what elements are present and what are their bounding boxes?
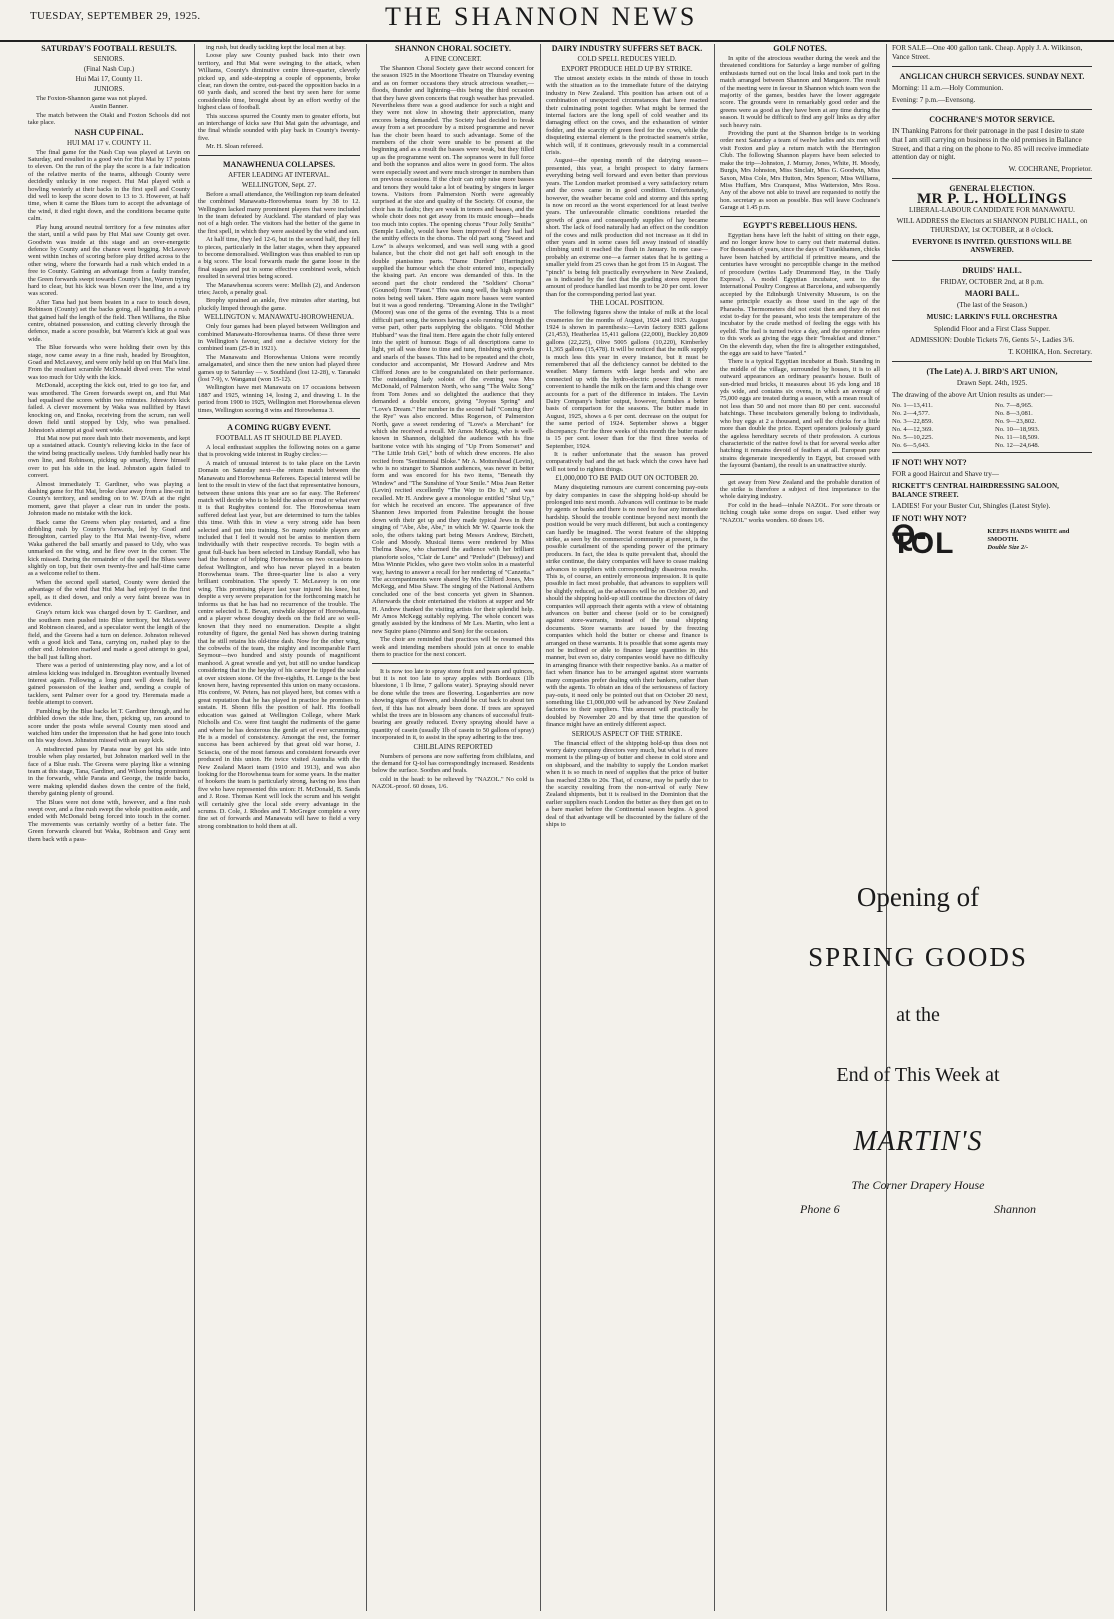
paragraph: A local enthusiast supplies the following notes on a game that is provoking wide interest in Rugby circles:—: [198, 444, 360, 459]
ad-line: EVERYONE IS INVITED. QUESTIONS WILL BE ANSWERED.: [912, 237, 1072, 255]
paragraph: The Manawatu and Horowhenua Unions were recently amalgamated, and since then the new union had played three games up to Saturday — v. Southland (lost 12-28), v. Taranaki (lost 7-9), v. Wanganui (won 15-12).: [198, 353, 360, 384]
paragraph: Providing the punt at the Shannon bridge is in working order next Saturday a team of twelve ladies and six men will visit Foxton and play a return match with the Herrington Club. The following Shannon players have been selected to make the trip—Johnston, J. Murray, Jones, White, H. Moody, Burgis, Mrs Johnston, Miss Sinclair, Miss G. Goodwin, Miss Saxon, Miss Cole, Mrs Hutton, Mrs Spencer, Miss Williams, Miss Huffam, Mrs Cranquest, Miss Watterston, Mrs Ross. Any of the above not able to travel are requested to notify the hon. secretary as soon as possible. Bus will leave Cochrane's Garage at 1.45 p.m.: [720, 130, 880, 212]
paragraph: The final game for the Nash Cup was played at Levin on Saturday, and resulted in a good win for Hui Mai by 17 points to eleven. On the run of the play the score is a fair indication of the relative merits of the teams, although County were decidedly unlucky in one respect. Hui Mai played with a howling westerly at their backs in the first spell and County did well to keep the score down to 13 to 3. However, at half time, when it came the Blues turn to accept the advantage of the wind, it died right down, and the conditions became quite calm.: [28, 148, 190, 223]
column-divider: [540, 44, 541, 1611]
ad-line: The drawing of the above Art Union results as under:—: [892, 390, 1053, 399]
result-item: No. 1—13,411.: [892, 402, 933, 410]
ad-line: Evening: 7 p.m.—Evensong.: [892, 95, 976, 104]
paragraph: The Blues were not done with, however, and a fine rush swept over, and a fine rush swept the whole position aside, and ended with McDonald being forced into touch in the corner. The movements was certainly worthy of a better fate. The Green forwards cleared but Waka, Robinson and Gray sent them back with a pass-: [28, 798, 190, 843]
ad-line: LIBERAL-LABOUR CANDIDATE FOR MANAWATU.: [909, 205, 1075, 214]
qtol-price: Double Size 2/-: [987, 543, 1029, 551]
ad-line: FRIDAY, OCTOBER 2nd, at 8 p.m.: [940, 277, 1044, 286]
paragraph: cold in the head: to be relieved by "NAZOL." No cold is NAZOL-proof. 60 doses, 1/6.: [372, 775, 534, 791]
result-item: No. 5—10,225.: [892, 434, 934, 442]
paragraph: Many disquieting rumours are current concerning pay-outs by dairy companies in case the shipping hold-up should be prolonged into next month. Advances will continue to be made by agents or banks and there is no need to fear any immediate hardship. Should the trouble continue beyond next month the position would be very much different, but such a contingency can hardly be imagined. The worst feature of the shipping strike, as seen by the commercial community at present, is the possible curtailment of the spending power of the primary producers. In fact, the idea is quite prevalent that, should the strike continue, the dairy companies will have to cease making advances to suppliers with correspondingly disastrous results. This is, of course, an entirely erroneous impression. It is quite possible in fact most probable, that advances to suppliers will be slightly reduced, as the advances will be on October 20, and should the shipping hold-up still continue the directors of dairy companies will approach their agents with a view of obtaining advances on butter and cheese (sold or to be consigned) against store-warrants, instead of the usual shipping documents. Store warrants are issued by the freezing companies which hold the butter or cheese and finance is arranged on these warrants. It is possible that some agents may not be inclined or able to finance large quantities in this manner, but even so, dairy companies would have no difficulty in arranging finance with their respective banks. As a matter of fact when finance has to be arranged against store warrants many companies prefer dealing with their bankers, rather than with the agents. To obtain an idea of the seriousness of factory pay-outs, it need only be pointed out that on October 20 next, something like £1,000,000 will be advanced by New Zealand factories to their suppliers. This amount will practically be doubled by November 20 and by that time the question of finance might have an entirely different aspect.: [546, 484, 708, 729]
subheading: A FINE CONCERT.: [424, 55, 482, 63]
subheading: COLD SPELL REDUCES YIELD.: [577, 55, 677, 63]
headline: EGYPT'S REBELLIOUS HENS.: [742, 220, 858, 230]
paragraph: Gray's return kick was charged down by T. Gardiner, and the southern men pushed into Blue territory, but McLeavey and Robinson cleared, and a speculator went the length of the field, and the Greens had a turn on defence. Johnston relieved with a good kick and Tana, carrying on, rushed play to the other end. Johnston marked and made a good attempt to goal, the ball just falling short.: [28, 609, 190, 661]
paragraph: There was a period of uninteresting play now, and a lot of aimless kicking was indulged in. Broughton eventually livened interest again. Following a long punt well down field, he gained possession of the leather and, sending a couple of tacklers, sent Palmer over for a good try. Heremaia made a feeble attempt to convert.: [28, 662, 190, 707]
ad-signature: W. COCHRANE, Proprietor.: [1008, 164, 1092, 173]
headline: SATURDAY'S FOOTBALL RESULTS.: [41, 44, 177, 53]
paragraph: Only four games had been played between Wellington and combined Manawatu-Horowhenua teams. Of these three were in Wellington's favour, and one a decisive victory for the combined team (25-8 in 1921).: [198, 323, 360, 353]
ad-line: Drawn Sept. 24th, 1925.: [956, 379, 1028, 388]
ad-art-union: [892, 361, 1092, 453]
store-name: MARTIN'S: [853, 1126, 983, 1157]
ad-line: LADIES! For your Buster Cut, Shingles (Latest Style).: [892, 502, 1051, 511]
paragraph: After Tana had just been beaten in a race to touch down, Robinson (County) set the backs going, all handling in a rush that gained half the length of the field. Then Williams, the Blue centre, obtained possession, and cutting cleverly through the defence, made a score possible, but Warren's kick at goal was wide.: [28, 298, 190, 343]
subheading: £1,000,000 TO BE PAID OUT ON OCTOBER 20.: [555, 474, 699, 483]
subheading: Austin Banner.: [89, 103, 129, 111]
ad-cochrane-body: IN Thanking Patrons for their patronage in the past I desire to state that I am still carrying on business in the old premises in Ballance Street, and that a ring on the phone to No. 85 will receive immediate attention day or night.: [892, 127, 1089, 162]
column-advertisements: [892, 44, 1092, 859]
ad-spring-goods: [740, 868, 1096, 1568]
ad-qtol: [892, 519, 1092, 560]
subheading: AFTER LEADING AT INTERVAL.: [228, 170, 330, 179]
subheading: SERIOUS ASPECT OF THE STRIKE.: [571, 729, 683, 738]
column-divider: [194, 44, 195, 1611]
result-item: No. 4—12,369.: [892, 426, 934, 434]
subheading: (Final Nash Cup.): [83, 65, 135, 73]
paragraph: Play hung around neutral territory for a few minutes after the start, until a wild pass by Hui Mai saw County get over. Goodwin was inside at this stage and an over-energetic defence by County and the chance went begging. McLeavey went within inches of scoring before play drifted across to the other wing, where the forwards had a rush which ended in a free to County. Gaining an advantage from a faulty transfer, the Green forwards swept towards County's line, Warren trying hard to clear, but his kick was blown over the line, and a try was scored.: [28, 223, 190, 298]
paragraph: In spite of the atrocious weather during the week and the threatened conditions for Saturday a large number of golfing enthusiasts turned out on the local links and took part in the match arranged between Shannon and Mangaore. The result of the meeting were in favour in Shannon which team won the majority of the games, besides have the lower aggregate score. The grounds were in remarkably good order and the greens were as good as they have been at any time during the season. It would be difficult to find any golf links as dry after such heavy rain.: [720, 55, 880, 129]
ad-line: FOR a good Haircut and Shave try—: [892, 470, 999, 479]
column-divider: [714, 44, 715, 1611]
paragraph: Almost immediately T. Gardiner, who was playing a dashing game for Hui Mai, broke clear away from a line-out in County's territory, and sending on to W. D'Ath at the right moment, gave that player a clear run in under the posts. Johnston made no mistake with the kick.: [28, 480, 190, 518]
paragraph: Fumbling by the Blue backs let T. Gardiner through, and he dribbled down the side line, then, picking up, ran around to score under the posts while several County men stood and watched him under the impression that he had gone into touch on his way down. Johnston missed with an easy kick.: [28, 707, 190, 745]
subheading: WELLINGTON v. MANAWATU-HOROWHENUA.: [204, 313, 354, 322]
ad-general-election: [892, 178, 1092, 260]
ad-line: End of This Week at: [836, 1064, 1000, 1086]
art-union-results: [892, 402, 1092, 450]
result-item: No. 9—23,802.: [995, 418, 1037, 426]
paragraph: When the second spell started, County were denied the advantage of the wind that Hui Mai had enjoyed in the first spell, as it died down, and only a very faint breeze was in evidence.: [28, 578, 190, 608]
qtol-slogan: KEEPS HANDS WHITE and SMOOTH.: [987, 527, 1070, 543]
column-dairy-industry: [546, 44, 708, 1611]
ad-line: Splendid Floor and a First Class Supper.: [934, 324, 1050, 333]
dateline: WELLINGTON, Sept. 27.: [241, 180, 317, 189]
ad-heading: IF NOT! WHY NOT?: [892, 458, 967, 468]
subheading: HUI MAI 17 v. COUNTY 11.: [67, 138, 151, 147]
paragraph: A match of unusual interest is to take place on the Levin Domain on Saturday next—the return match between the Manawatu and Horowhenua Referees. Especial interest will be lent to the result in view of the fact that representative honours, between these unions this year are so far easy. The Referees' match will decide who is to hold the ashes or mud or what ever it is that Rugbyites contend for. The Horowhenua team suffered defeat last year, but are determined to turn the tables this time. With this in view a very strong side has been selected and put into training. So many notable players are included that I feel it would not be amiss to mention them individually with their respective records. To begin with a great full-back has been selected in Lindsay Randall, who has had the honour of helping Horowhenua on two occasions to defeat Wellington, and who has never played in a beaten Horowhenua team. The three-quarter line is also a very brilliant combination. The speedy T. McLeavey is on one wing. This promising player last year injured his knee, but despite a very severe preparation for the forthcoming match he informs us that he has had no recurrence of the trouble. The centre selected is E. Bevan, erstwhile skipper of Horowhenua, and a player whose doughty deeds on the field are so well-known that they need no enumeration. Despite a slight rotundity of figure, the genial Ned has shown during training that he still retains his old-time dash. Now for the other wing, the cobwebs of the team, the mighty and incomparable Farri Seymour—two hundred and sixty pounds of magnificent manhood. A great wrestle and yet, but still no undue handicap considering that in the heyday of his career he tipped the scale at over sixteen stone. Of the five-eighths, H. Lenge is the best known here, having represented this union on many occasions. His confrere, W. Peters, has not played here, but comes with a great reputation that he has played in practice he promises to sustain. H. Shonn fills the position of half. His football education was gained at Wellington College, where Mark Nicholls and Co. were first taught the rudiments of the game and where he has dexterous the gentle art of ever scrumming. He is a model of consistency. Amongst the rest, the former success has been achieved by that great old war horse, J. Sciascia, one of the most famous and consistent forwards ever produced in this union. He twice visited Australia with the New Zealand Maori team (1910 and 1913), and was also looking for the Horowhenua team for some years. In the matter of hookers the team is particularly strong, having no less than five who have represented this union: H. McDonald, B. Sands and J. Rose. Thomas Kent will lock the scrum and his weight will certainly give the local side every advantage in the scrums. D. Cole, J. Rhodes and T. McGregor complete a very fine set of forwards and Manawatu will have to field a very strong combination to hold them at all.: [198, 459, 360, 830]
ad-line: WILL ADDRESS the Electors at SHANNON PUBLIC HALL, on THURSDAY, 1st OCTOBER, at 8 o'clock.: [896, 217, 1088, 234]
result-item: No. 3—22,859.: [892, 418, 934, 426]
headline: GOLF NOTES.: [773, 44, 827, 53]
divider: [198, 155, 360, 156]
paragraph: The following figures show the intake of milk at the local creameries for the months of August, 1924 and 1925. August 1924 is shown in parenthesis:—Levin factory 8383 gallons (21,453), Heatherlea 15,411 gallons (22,000), Buckley 20,809 gallons (22,225), Olive 5005 gallons (10,220), Kimberley 11,365 gallons (15,478). It will be noticed that the milk supply is much less this year in every instance, but it must be remembered that all the deficiency cannot be debited to the weather. Many farmers with large herds and who are connected up with the hydro-electric power find it more convenient to handle the milk on the farm and this change over accounts for a part of the difference in intakes. The Levin Dairy Company's butter output, however, furnishes a better basis of comparison for the seasons. The butter made in August, 1925, shows a 6 per cent. decrease on the output for the same period of 1924. September shows a bigger discrepancy. For the three weeks of this month the butter made is 15 per cent. lower than for the first three weeks of September, 1924.: [546, 309, 708, 450]
headline: NASH CUP FINAL.: [74, 127, 144, 137]
ad-line: (The last of the Season.): [956, 301, 1028, 310]
subheading: JUNIORS.: [93, 85, 125, 93]
ad-heading: MAORI BALL.: [964, 289, 1020, 299]
paragraph: Hui Mai now put more dash into their movements, and kept up a sustained attack. County's relieving kicks in the face of the wind being practically useless. Udy fumbled badly near his own line, and Robinson, picking up smartly, threw himself over to put his side in the lead. Johnston again failed to convert.: [28, 435, 190, 480]
column-choral-society: [372, 44, 534, 1611]
paragraph: Wellington have met Manawatu on 17 occasions between 1887 and 1925, winning 14, losing 2, and drawing 1. In the period from 1900 to 1925, Wellington met Horowhenua eleven times, Wellington scoring 8 wins and Horowhenua 3.: [198, 384, 360, 414]
headline: A COMING RUGBY EVENT.: [227, 423, 331, 433]
ad-heading: IF NOT! WHY NOT?: [892, 513, 967, 523]
paragraph: The Foxton-Shannon game was not played.: [36, 95, 148, 102]
column-rugby: [198, 44, 360, 1611]
ad-anglican-church: [892, 66, 1092, 110]
result-item: No. 6—5,643.: [892, 442, 930, 450]
paragraph: There is a typical Egyptian incubator at Bush. Standing in the middle of the village, surrounded by houses, it is to all outward appearances an ordinary peasant's house. Built of sun-dried mud bricks, it measures about 16 yds long and 18 yds wide, and contains six ovens, in which an average of 75,000 eggs are treated during a season, with a mean result of not less than 50 and not more than 80 per cent. successful hatchings. These incubators generally belong to individuals, who buy eggs at 2 a thousand, and sell the chicks for a little more than double the price. Expert operators jealously guard the ageless hereditary secrets of their profession. A curious characteristic of the native fowl is that for several weeks after hatching it remains devoid of feathers at all. European pure strains degenerate inexpediently in Egypt, but crossed with the fayoumi (bantam), the result is an unattractive sturdy.: [720, 358, 880, 470]
ad-heading: DRUIDS' HALL.: [962, 265, 1022, 275]
masthead: [0, 0, 1114, 42]
paragraph: The Shannon Choral Society gave their second concert for the season 1925 in the Mooritone Theatre on Thursday evening and as on former occasions they struck atrocious weather,—floods, thunder and lightning—this being the third occasion that they have given concerts that rough weather has prevailed. Nevertheless there was a good audience for such a night and they were not slow in showing their appreciation, many encores being demanded. The Society had decided to break away from a set procedure by a mixed programme and never has the choir been heard to such advantage. Some of the members of the choir were unable to be present at the beginning and as a result the basses were weak, but they filled up as the programme went on. The sopranos were in full force and both the sopranos and altos were in good form. The altos were especially sweet and were much stronger in numbers than on previous occasions. If the choir can only raise more basses and tenors they would take a lot of beating by singers in larger towns. Visitors from Palmerston North were agreeably surprised at the size and quality of the Society. Of course, the choir has its faults; they are weak in tenors and basses, and the whole choir does not get away from its music enough—heads too much into copies. The opening chorus "Four Jolly Smiths" (Semple Leslie), would have been improved if they had had the smithy effects in the chorus. The old part song "Sweet and Low" is always welcomed, and was well sung with a good balance, but the choir did not get half soft enough in the double pianissimo parts. "Dame Durden" (Harrington) supplied the humour which the choir entered into, especially the kissing part. An encore was demanded of this. In the second part the choir rendered the "Soldiers' Chorus" (Gounod) from "Faust." This was sung well, the high soprano notes being well taken. Here again more basses were wanted but it was a good rendering. "Dreaming Alone in the Twilight" (Moore) was one of the gems of the evening. This is a most difficult part song, the tenors having a solo running through the verse part, other parts supplying the obligato. "Old Mother Hubbard" was the final item. Here again the choir fully entered into the spirit of humour. Bugs of all descriptions came to light, yet all was done to time and tune, finishing with growls and snarls of the basses. This had to be repeated and the choir, conductor and accompanist, Mr Howard Andrew and Mrs Clifford Jones are to be congratulated on their performance. The outstanding lady soloist of the evening was Mrs McDonald, of Palmerston North, who sang "The Waltz Song" from Tom Jones and so delighted the audience that they demanded a double encore, giving "Joyous Spring" and "Love's Dream." Her number in the second half "Coming thro' the Rye" was also encored. Miss Rogerson, of Palmerston North, gave a sweet rendering of "Love's a Merchant" for which she received a recall. Mr Amos McKegg, who is well-known in Shannon, delighted the audience with his fine baritone voice with his singing of "Up From Somerset" and "The Little Irish Girl," both of which drew encores. He also recited from "Sentimental Bloke." Mr A. Mottershead (Levin), who is no stranger to Shannon audiences, was never in better form and was encored for his two items, "Beneath thy Window" and "The Sunshine of Your Smile." Miss Jean Retter (Levin) recited excellently "The Way to Do It," and was recalled. Mr H. Andrew gave a monologue entitled "Shut Up," for which he received an encore. The appearance of five Shannon Jews imported from Palestine brought the house down with their get up and they made typical Jews in their singing of "Abe, Abe, Abe," in which Mr W. Quarrie took the solo, the others taking part being Messrs Andrew, Birchett, Cole and Moody. Musical items were rendered by Miss Thelma Shaw, who charmed the audience with her brilliant pianoforte solos, "Clair de Lune" and "Prelude" (Debussy) and Miss Winnie Pickles, who gave two violin solos in a masterful way, having to answer a recall for her rendering of "Canzetta." The accompaniments were shared by Mrs Clifford Jones, Mrs McKegg, and Miss Shaw. The singing of the National Anthem concluded one of the best concerts yet given in Shannon. Afterwards the choir entertained the visitors at supper and Mr H. Andrew thanked the visiting artists for their splendid help. Mr Amos McKegg suitably replying. The whole concert was greatly assisted by the kindness of Mr Les. Martin, who lent a new Squire piano (Nimmo and Son) for the occasion.: [372, 65, 534, 635]
result-item: No. 10—18,993.: [995, 426, 1040, 434]
ad-line: SPRING GOODS: [808, 942, 1028, 972]
ad-heading: ANGLICAN CHURCH SERVICES. SUNDAY NEXT.: [899, 72, 1085, 82]
result-item: No. 7—8,965.: [995, 402, 1033, 410]
result-item: No. 11—18,509.: [995, 434, 1040, 442]
ad-heading: (The Late) A. J. BIRD'S ART UNION,: [926, 367, 1058, 377]
paragraph: Brophy sprained an ankle, five minutes after starting, but pluckily limped through the game.: [198, 297, 360, 312]
ad-line: The Corner Drapery House: [851, 1178, 985, 1192]
subheading: Hui Mai 17, County 11.: [75, 75, 143, 83]
ad-for-sale: FOR SALE—One 400 gallon tank. Cheap. Apply J. A. Wilkinson, Vance Street.: [892, 44, 1083, 61]
result-item: No. 12—24,648.: [995, 442, 1040, 450]
paragraph: At half time, they led 12-6, but in the second half, they fell to pieces, particularly in the latter stages, when they appeared to become demoralised. Wellington was thus enabled to run up a big score. The local forwards made the game loose in the final stages and put in some effective combined work, which resulted in several tries being scored.: [198, 236, 360, 281]
paragraph: Mr. H. Sloan refereed.: [206, 143, 264, 151]
subheading: EXPORT PRODUCE HELD UP BY STRIKE.: [561, 65, 693, 73]
paragraph: For cold in the head—inhale NAZOL. For sore throats or itching cough take some drops on sugar. Used either way "NAZOL" works wonders. 60 doses 1/6.: [720, 501, 880, 524]
headline: SHANNON CHORAL SOCIETY.: [395, 44, 511, 53]
qtol-logo: Q-TOL: [892, 519, 955, 560]
paragraph: Egyptian hens have left the habit of sitting on their eggs, and no longer know how to carry out their maternal duties. For thousands of years, since the days of Tutankhamen, chicks have been hatched by artificial if primitive means, and the centuries have wrought no perceptible change in the method of procedure (writes Lady Drummond Hay, in the 'Daily Express'). A model Egyptian incubator, sent to the International Poultry Congress at Barcelona, and subsequently accepted by the Edinburgh University Museum, is on the same principle exactly as those used in the age of the Pharaohs. Thermometers did not exist then and they do not exist to-day for the peasant, who tests the temperature of the incubator by the crude method of feeling the eggs with his eyelid. The fuel is turned twice a day, and the operator refers to this work as giving the eggs their "breakfast and dinner." On the eleventh day, when the fire is altogether extinguished, the eggs are said to have "fasted.": [720, 231, 880, 358]
subheading: SENIORS.: [93, 55, 125, 63]
paragraph: Loose play saw County pushed back into their own territory, and Hui Mai were swinging to the attack, when Williams, County's diminutive centre three-quarter, cleverly picked up, and side-stepping a couple of opponents, broke clear, ran down the centre, out-paced the opposition backs in a 60 yards dash, and scored the best try seen here for some considerable time, brought about by an effort worthy of the highest class of football.: [198, 52, 360, 112]
ad-line: RICKETT'S CENTRAL HAIRDRESSING SALOON, BALANCE STREET.: [892, 482, 1059, 499]
ad-location: Shannon: [994, 1202, 1036, 1216]
divider: [198, 418, 360, 419]
column-golf-egypt: [720, 44, 880, 859]
result-item: No. 8—3,081.: [995, 410, 1033, 418]
paragraph: McDonald, accepting the kick out, tried to go too far, and was smothered. The Green forwards swept on, and Hui Mai had equalised the scores within two minutes. Johnston's kick failed. A clever movement by Waka was nullified by Hawi knocking on, and Enoka, receiving from the scrum, ran well down field until stopped by Udy, who was penalised. Johnston's attempt at goal went wide.: [28, 382, 190, 434]
divider: [372, 663, 534, 664]
paragraph: The match between the Otaki and Foxton Schools did not take place.: [28, 111, 190, 127]
paragraph: The Blue forwards who were holding their own by this stage, now came away in a fine rush, headed by Broughton, Goad and McLeavey, and were only held up on Hui Mai's line. From the resultant scramble McDonald dived over. The wind was too much for Udy with the kick.: [28, 344, 190, 381]
qtol-tagline: [987, 528, 1092, 552]
ad-heading: GENERAL ELECTION.: [949, 184, 1035, 194]
column-divider: [366, 44, 367, 1611]
paragraph: The financial effect of the shipping hold-up thus does not worry dairy company directors very much, but what is of more moment is the piling-up of butter and cheese in cold store and on shipboard, and the inability to supply the London market when it is so much in need of supplies that the price of butter has reached 238s to 20s. That, of course, may be partly due to the scarcity resulting from the non-arrival of early New Zealand shipments, but it is realised in the Dominion that the earlier suppliers reach London the better as they then get on to a bare market before the Continental season begins. A good deal of that advantage will be discounted by the failure of the ships to: [546, 739, 708, 828]
paragraph: A misdirected pass by Parata near by got his side into trouble when play restarted, but Johnston marked well in the face of a Blue rush. The Greens were playing like a winning team at this stage, Tana, Gardiner, and Wilson being prominent in the forwards, while Parata and George, the inside backs, were making splendid dashes down the centre of the field, thereby gaining plenty of ground.: [28, 745, 190, 798]
paragraph: The choir are reminded that practices will be resumed this week and intending members should join at once to enable them to practice for the next concert.: [372, 636, 534, 659]
ad-line: at the: [896, 1004, 940, 1026]
paragraph: get away from New Zealand and the probable duration of the strike is therefore a subject of first importance to the whole dairying industry.: [720, 478, 880, 501]
divider: [720, 474, 880, 475]
paragraph: This success spurred the County men to greater efforts, but an interchange of kicks saw Hui Mai gain the advantage, and the final whistle sounded with play back in County's twenty-five.: [198, 112, 360, 142]
ad-phone: Phone 6: [800, 1202, 840, 1216]
divider: [720, 216, 880, 217]
subheading: THE LOCAL POSITION.: [590, 299, 664, 308]
subheading: CHILBLAINS REPORTED: [413, 742, 493, 751]
result-item: No. 2—4,577.: [892, 410, 930, 418]
candidate-name: MR P. L. HOLLINGS: [916, 191, 1068, 208]
paragraph: It is now too late to spray stone fruit and pears and quinces, but it is not too late to spray apples with Bordeaux (1lb bluestone, 1 lb lime, 7 gallons water). Spraying should never be done while the trees are flowering. Loganberries are now showing signs of flowers, and should be cut back to about ten feet, if this has not already been done. If trees are sprayed whilst the trees are in blossom any chances of successful fruit-bearing are greatly reduced. Every spraying should have a quantity of casein (usually 1lb of casein to 50 gallons of spray) incorporated in it, to assist in the spray adhering to the tree.: [372, 667, 534, 742]
paragraph: The utmost anxiety exists in the minds of those in touch with the situation as to the immediate future of the dairying industry in New Zealand. This position has arisen out of a combination of unexpected circumstances that have reacted their culminating point together. What might be termed the internal factors are the long spell of cold weather and its damaging effect on the cows, and the exhaustion of winter fodder, and the scarcity of green feed for the cows, while the disquieting external element is the protracted seamen's strike, which will, if it continues, grievously result in a commercial crisis.: [546, 75, 708, 157]
paragraph: Back came the Greens when play restarted, and a fine dribbling rush by County's forwards, led by Goad and Broughton, carried play to the Hui Mai twenty-five, where Waka gathered the ball smartly and passed to Udy, who was unmarked on the wing, and he flew over in the corner. The kick missed. During the remainder of the spell the Blues were slightly on top, but their own twenty-five and half-time came as a welcome relief to them.: [28, 518, 190, 578]
paragraph: Before a small attendance, the Wellington rep team defeated the combined Manawatu-Horowhenua team by 38 to 12. Wellington lacked many prominent players that were included in the team defeated by Auckland. The standard of play was not of a high order. The visitors had the better of the game in the first spell, in which they were assisted by the wind and sun.: [198, 190, 360, 235]
ad-line: Opening of: [856, 882, 980, 912]
ad-heading: COCHRANE'S MOTOR SERVICE.: [929, 115, 1055, 125]
issue-date: TUESDAY, SEPTEMBER 29, 1925.: [30, 10, 201, 22]
headline: DAIRY INDUSTRY SUFFERS SET BACK.: [551, 44, 703, 53]
subheading: FOOTBALL AS IT SHOULD BE PLAYED.: [215, 434, 343, 443]
column-football-results: [28, 44, 190, 1611]
ad-line: ADMISSION: Double Tickets 7/6, Gents 5/-, Ladies 3/6.: [909, 336, 1075, 345]
paragraph: ing rush, but deadly tackling kept the local men at bay.: [206, 44, 346, 51]
paragraph: Numbers of persons are now suffering from chilblains, and the demand for Q-tol has correspondingly increased. Residents below the surface. Soothes and heals.: [372, 752, 534, 775]
paragraph: The Manawhenua scorers were: Mellish (2), and Anderson tries; Jacob, a penalty goal.: [198, 281, 360, 296]
paragraph: August—the opening month of the dairying season—presented, this year, a bright prospect to dairy farmers everything being well forward and even better than previous years. The London market promised a very satisfactory return and the cows came in in good condition. Unfortunately, however, the weather became cold and stormy and this spring is now on record as the worst experienced for at least twelve years. The unfavourable climatic conditions retarded the growth of grass and consequently supplies of hay became short. The lack of food naturally had an effect on the condition of the cows and milk production did not increase as it did in other years and in some cases fell away instead of steadily climbing until it reached the flush in January. In one case—probably an extreme one—a farmer states that he is getting a smaller yield from 25 cows than he got from 15 in August. The "pinch" is being felt practically everywhere in New Zealand, as is indicated by the fact that the grading stores report the amount of produce handled last month to be 20 per cent. lower than for the corresponding period last year.: [546, 157, 708, 298]
paragraph: It is rather unfortunate that the season has proved comparatively bad and the set back which the cows have had will not tend to righten things.: [546, 450, 708, 473]
newspaper-title: THE SHANNON NEWS: [385, 2, 698, 31]
headline: MANAWHENUA COLLAPSES.: [222, 159, 335, 169]
ad-line: MUSIC: LARKIN'S FULL ORCHESTRA: [926, 312, 1058, 321]
ad-signature: T. KOHIKA, Hon. Secretary.: [1008, 347, 1092, 356]
ad-line: Morning: 11 a.m.—Holy Communion.: [892, 84, 1004, 93]
